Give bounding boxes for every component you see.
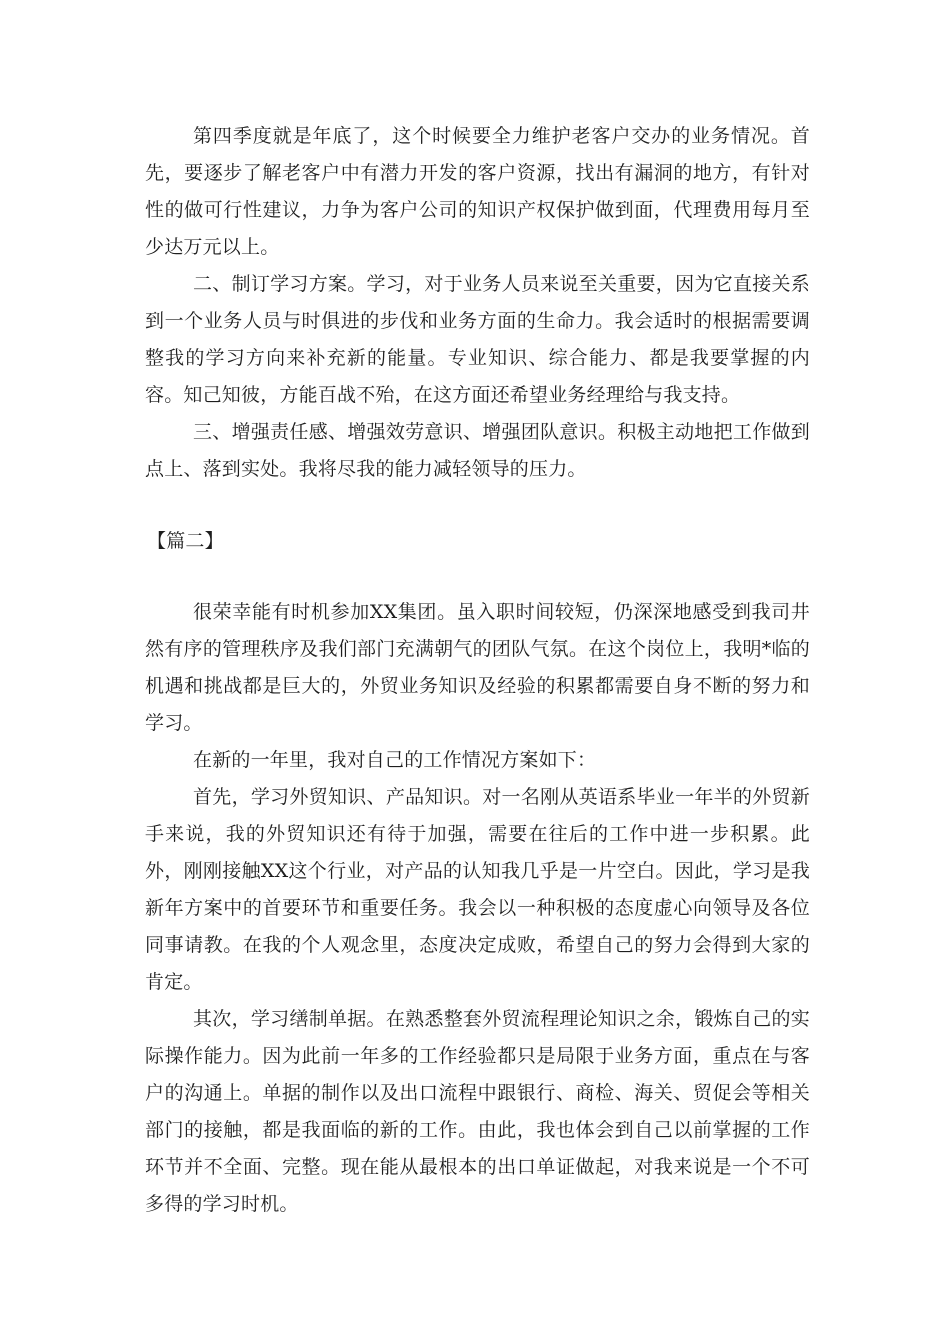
paragraph-first-study: 首先，学习外贸知识、产品知识。对一名刚从英语系毕业一年半的外贸新手来说，我的外贸知识还有待于加强，需要在往后的工作中进一步积累。此外，刚刚接触XX这个行业，对产品的认知我几乎是一片空白。因此，学习是我新年方案中的首要环节和重要任务。我会以一种积极的态度虚心向领导及各位同事请教。在我的个人观念里，态度决定成败，希望自己的努力会得到大家的肯定。 [145,786,810,993]
document-body [145,118,810,1223]
section-title: 【篇二】 [147,530,224,552]
paragraph-study-plan: 二、制订学习方案。学习，对于业务人员来说至关重要，因为它直接关系到一个业务人员与时俱进的步伐和业务方面的生命力。我会适时的根据需要调整我的学习方向来补充新的能量。专业知识、综合能力、都是我要掌握的内容。知己知彼，方能百战不殆，在这方面还希望业务经理给与我支持。 [145,273,810,406]
paragraph-plan-lead: 在新的一年里，我对自己的工作情况方案如下： [193,749,597,771]
paragraph-responsibility: 三、增强责任感、增强效劳意识、增强团队意识。积极主动地把工作做到点上、落到实处。我将尽我的能力减轻领导的压力。 [145,421,810,480]
paragraph-second-documents: 其次，学习缮制单据。在熟悉整套外贸流程理论知识之余，锻炼自己的实际操作能力。因为此前一年多的工作经验都只是局限于业务方面，重点在与客户的沟通上。单据的制作以及出口流程中跟银行、商检、海关、贸促会等相关部门的接触，都是我面临的新的工作。由此，我也体会到自己以前掌握的工作环节并不全面、完整。现在能从最根本的出口单证做起，对我来说是一个不可多得的学习时机。 [145,1008,810,1215]
paragraph-q4-clients: 第四季度就是年底了，这个时候要全力维护老客户交办的业务情况。首先，要逐步了解老客户中有潜力开发的客户资源，找出有漏洞的地方，有针对性的做可行性建议，力争为客户公司的知识产权保护做到面，代理费用每月至少达万元以上。 [145,125,810,258]
paragraph-intro: 很荣幸能有时机参加XX集团。虽入职时间较短，仍深深地感受到我司井然有序的管理秩序及我们部门充满朝气的团队气氛。在这个岗位上，我明*临的机遇和挑战都是巨大的，外贸业务知识及经验的积累都需要自身不断的努力和学习。 [145,601,810,734]
